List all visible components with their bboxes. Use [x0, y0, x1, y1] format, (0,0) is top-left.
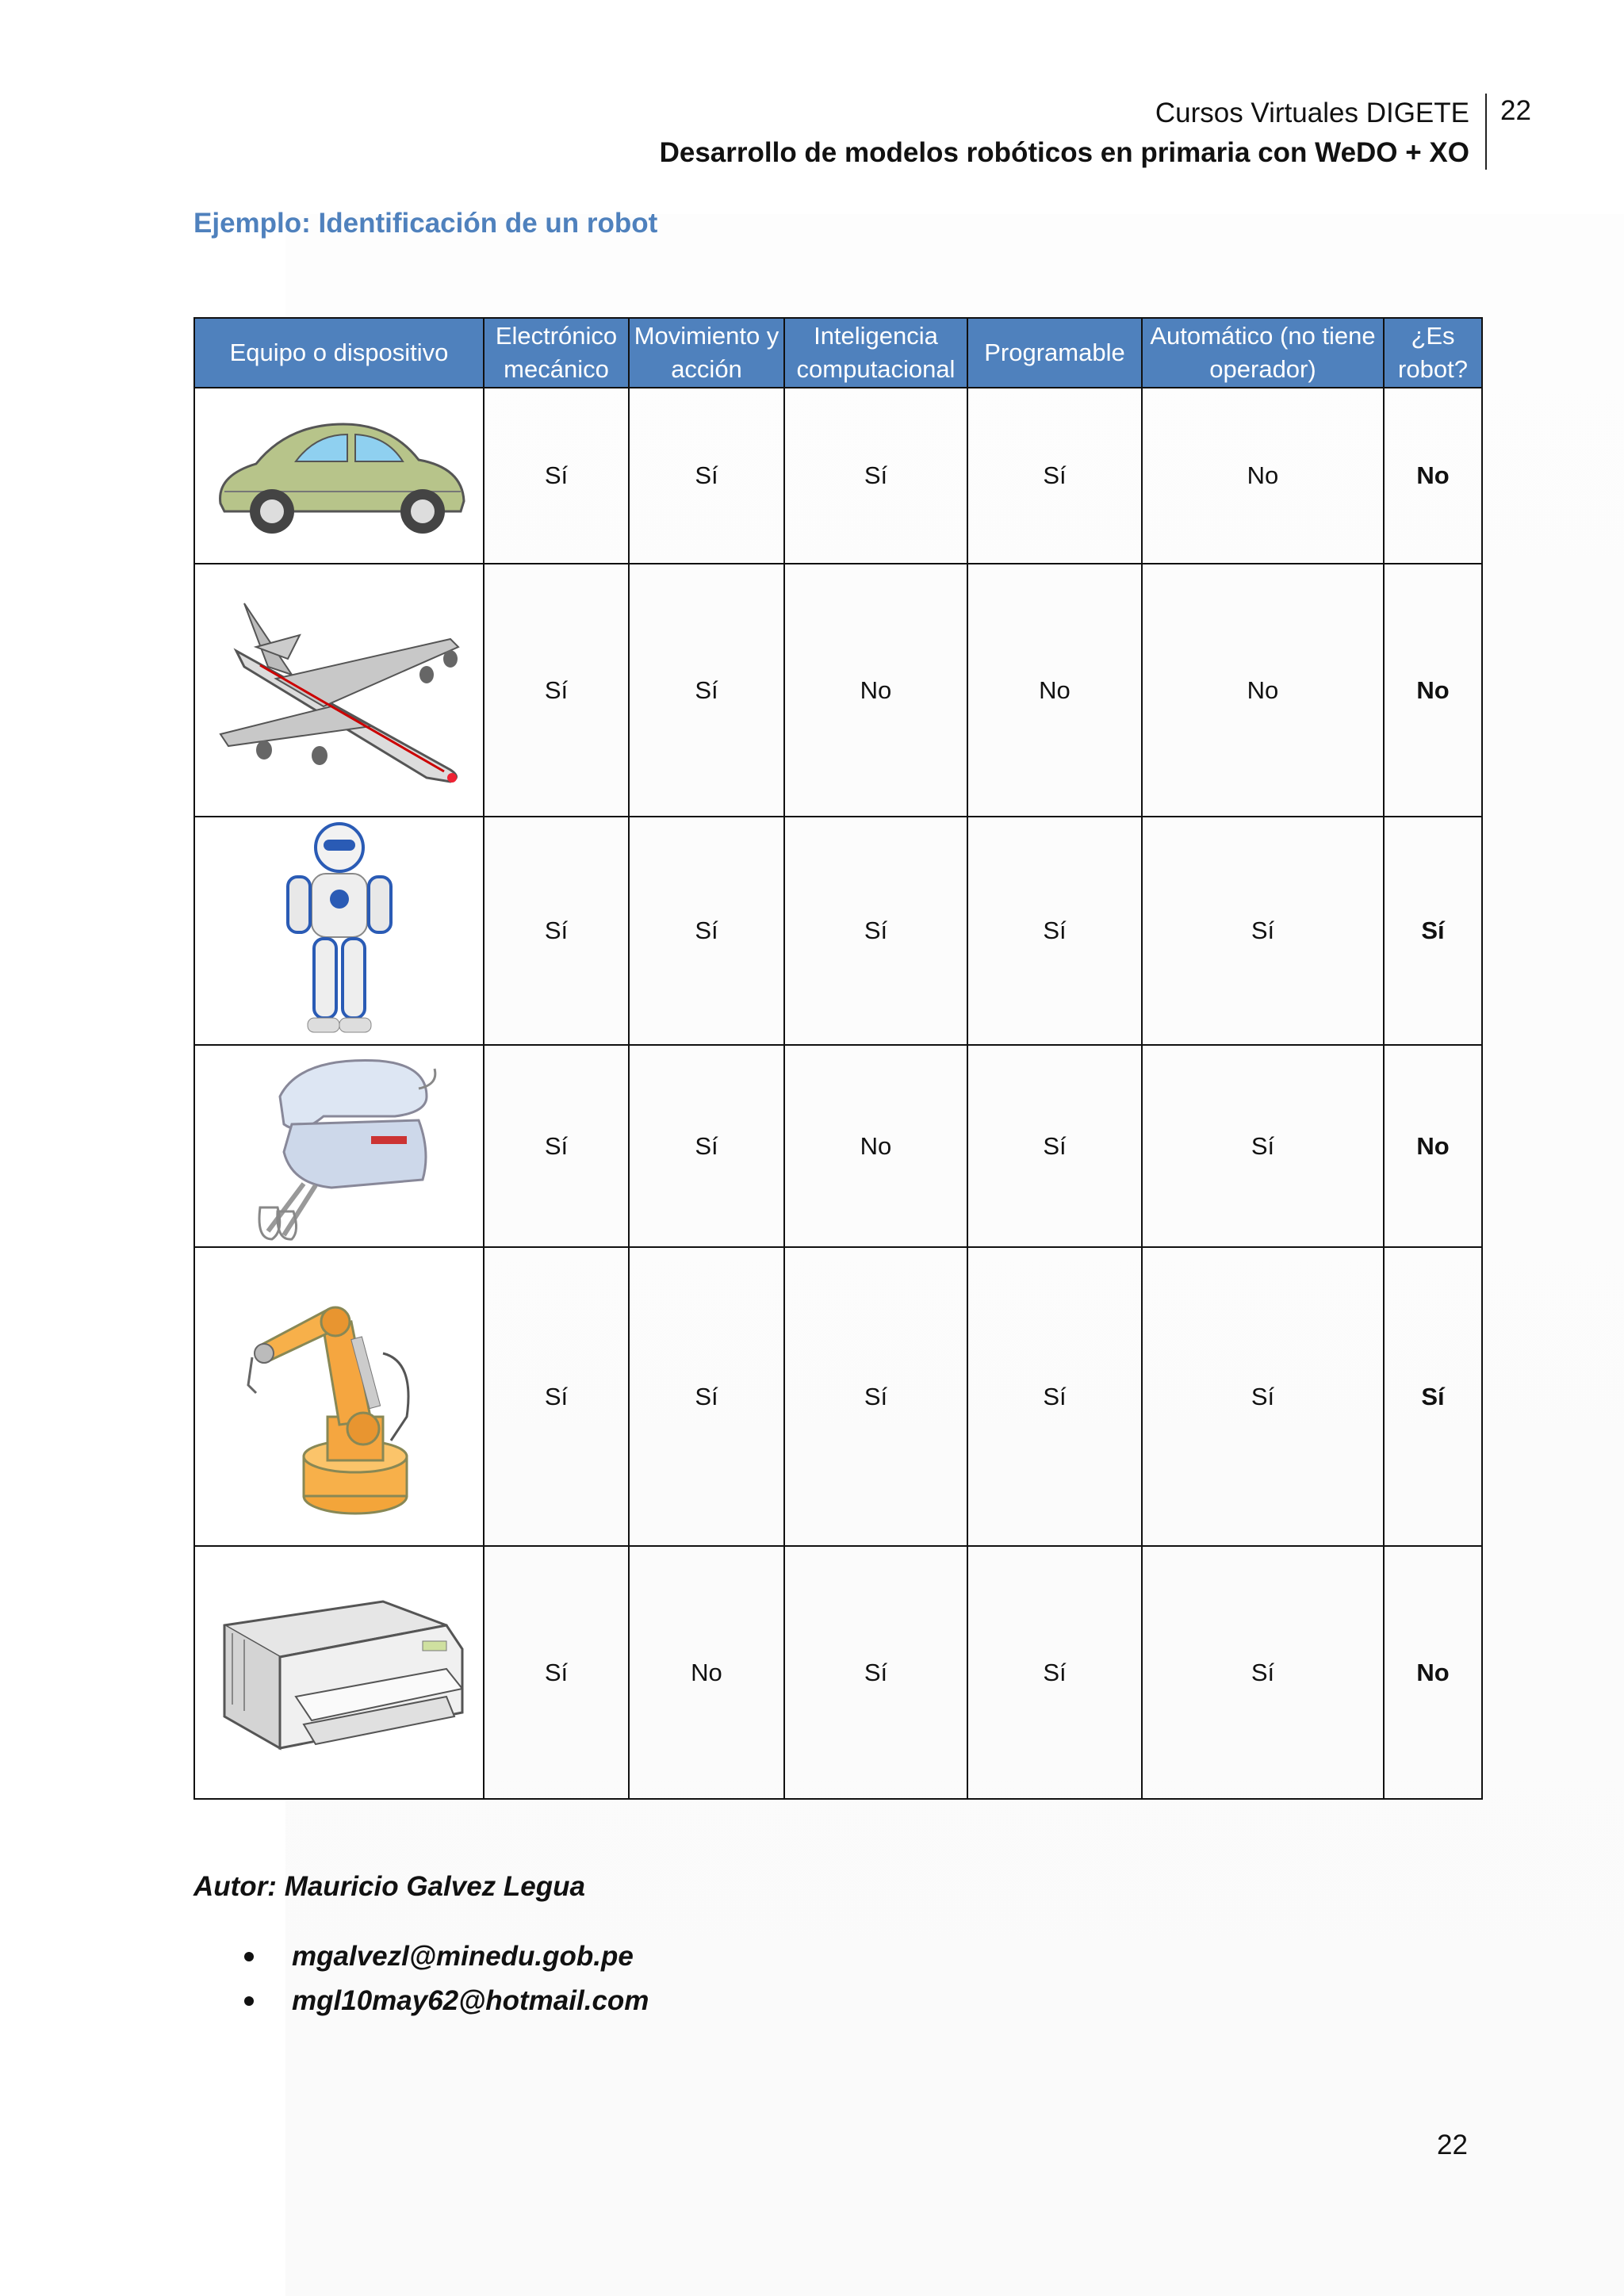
cell-movement: Sí — [629, 564, 784, 817]
device-image-cell — [194, 1247, 484, 1546]
cell-programmable: Sí — [967, 817, 1142, 1045]
author-line: Autor: Mauricio Galvez Legua — [193, 1871, 585, 1902]
printer-icon — [209, 1578, 470, 1768]
device-image-cell — [194, 1546, 484, 1799]
cell-electronic: Sí — [484, 564, 629, 817]
cell-is-robot: No — [1384, 1546, 1482, 1799]
cell-automatic: Sí — [1142, 1045, 1384, 1247]
col-header-movement: Movimiento y acción — [629, 318, 784, 388]
header-page-number: 22 — [1500, 95, 1531, 126]
cell-movement: Sí — [629, 1247, 784, 1546]
industrial-robot-arm-icon — [236, 1258, 442, 1536]
cell-programmable: No — [967, 564, 1142, 817]
footer-page-number: 22 — [1437, 2130, 1468, 2160]
robot-identification-table — [193, 317, 1483, 1800]
col-header-intelligence: Inteligencia computacional — [784, 318, 967, 388]
email-address: mgalvezl@minedu.gob.pe — [292, 1941, 634, 1972]
airplane-icon — [213, 587, 466, 794]
cell-intelligence: No — [784, 1045, 967, 1247]
cell-automatic: No — [1142, 564, 1384, 817]
cell-electronic: Sí — [484, 1546, 629, 1799]
cell-movement: Sí — [629, 388, 784, 564]
list-item — [193, 1934, 649, 1979]
email-list — [193, 1934, 649, 2023]
bullet-icon — [244, 1952, 254, 1961]
cell-automatic: Sí — [1142, 1546, 1384, 1799]
cell-programmable: Sí — [967, 1546, 1142, 1799]
bullet-icon — [244, 1996, 254, 2006]
cell-is-robot: No — [1384, 564, 1482, 817]
cell-movement: No — [629, 1546, 784, 1799]
cell-intelligence: Sí — [784, 388, 967, 564]
table-row — [194, 1247, 1482, 1546]
cell-programmable: Sí — [967, 1247, 1142, 1546]
col-header-programmable: Programable — [967, 318, 1142, 388]
humanoid-robot-icon — [260, 820, 419, 1042]
running-header — [439, 94, 1485, 173]
cell-is-robot: Sí — [1384, 1247, 1482, 1546]
cell-automatic: Sí — [1142, 817, 1384, 1045]
table-row — [194, 817, 1482, 1045]
table-row — [194, 1546, 1482, 1799]
cell-movement: Sí — [629, 1045, 784, 1247]
section-title: Ejemplo: Identificación de un robot — [193, 208, 658, 239]
device-image-cell — [194, 388, 484, 564]
col-header-is-robot: ¿Es robot? — [1384, 318, 1482, 388]
device-image-cell — [194, 1045, 484, 1247]
device-image-cell — [194, 564, 484, 817]
table-row — [194, 564, 1482, 817]
header-divider — [1485, 94, 1487, 170]
cell-movement: Sí — [629, 817, 784, 1045]
cell-intelligence: Sí — [784, 1546, 967, 1799]
cell-electronic: Sí — [484, 817, 629, 1045]
cell-electronic: Sí — [484, 1045, 629, 1247]
email-address: mgl10may62@hotmail.com — [292, 1985, 649, 2016]
device-image-cell — [194, 817, 484, 1045]
cell-is-robot: No — [1384, 388, 1482, 564]
cell-automatic: Sí — [1142, 1247, 1384, 1546]
car-icon — [209, 412, 470, 539]
table-row — [194, 1045, 1482, 1247]
course-name: Cursos Virtuales DIGETE — [1155, 98, 1469, 128]
table-header-row — [194, 318, 1482, 388]
cell-intelligence: Sí — [784, 1247, 967, 1546]
table-row — [194, 388, 1482, 564]
cell-programmable: Sí — [967, 388, 1142, 564]
col-header-device: Equipo o dispositivo — [194, 318, 484, 388]
cell-intelligence: No — [784, 564, 967, 817]
document-subtitle: Desarrollo de modelos robóticos en primaria con WeDO + XO — [659, 137, 1469, 168]
cell-is-robot: No — [1384, 1045, 1482, 1247]
hand-mixer-icon — [236, 1049, 442, 1243]
cell-is-robot: Sí — [1384, 817, 1482, 1045]
col-header-automatic: Automático (no tiene operador) — [1142, 318, 1384, 388]
cell-electronic: Sí — [484, 388, 629, 564]
col-header-electronic: Electrónico mecánico — [484, 318, 629, 388]
cell-electronic: Sí — [484, 1247, 629, 1546]
cell-automatic: No — [1142, 388, 1384, 564]
list-item — [193, 1979, 649, 2023]
cell-programmable: Sí — [967, 1045, 1142, 1247]
cell-intelligence: Sí — [784, 817, 967, 1045]
